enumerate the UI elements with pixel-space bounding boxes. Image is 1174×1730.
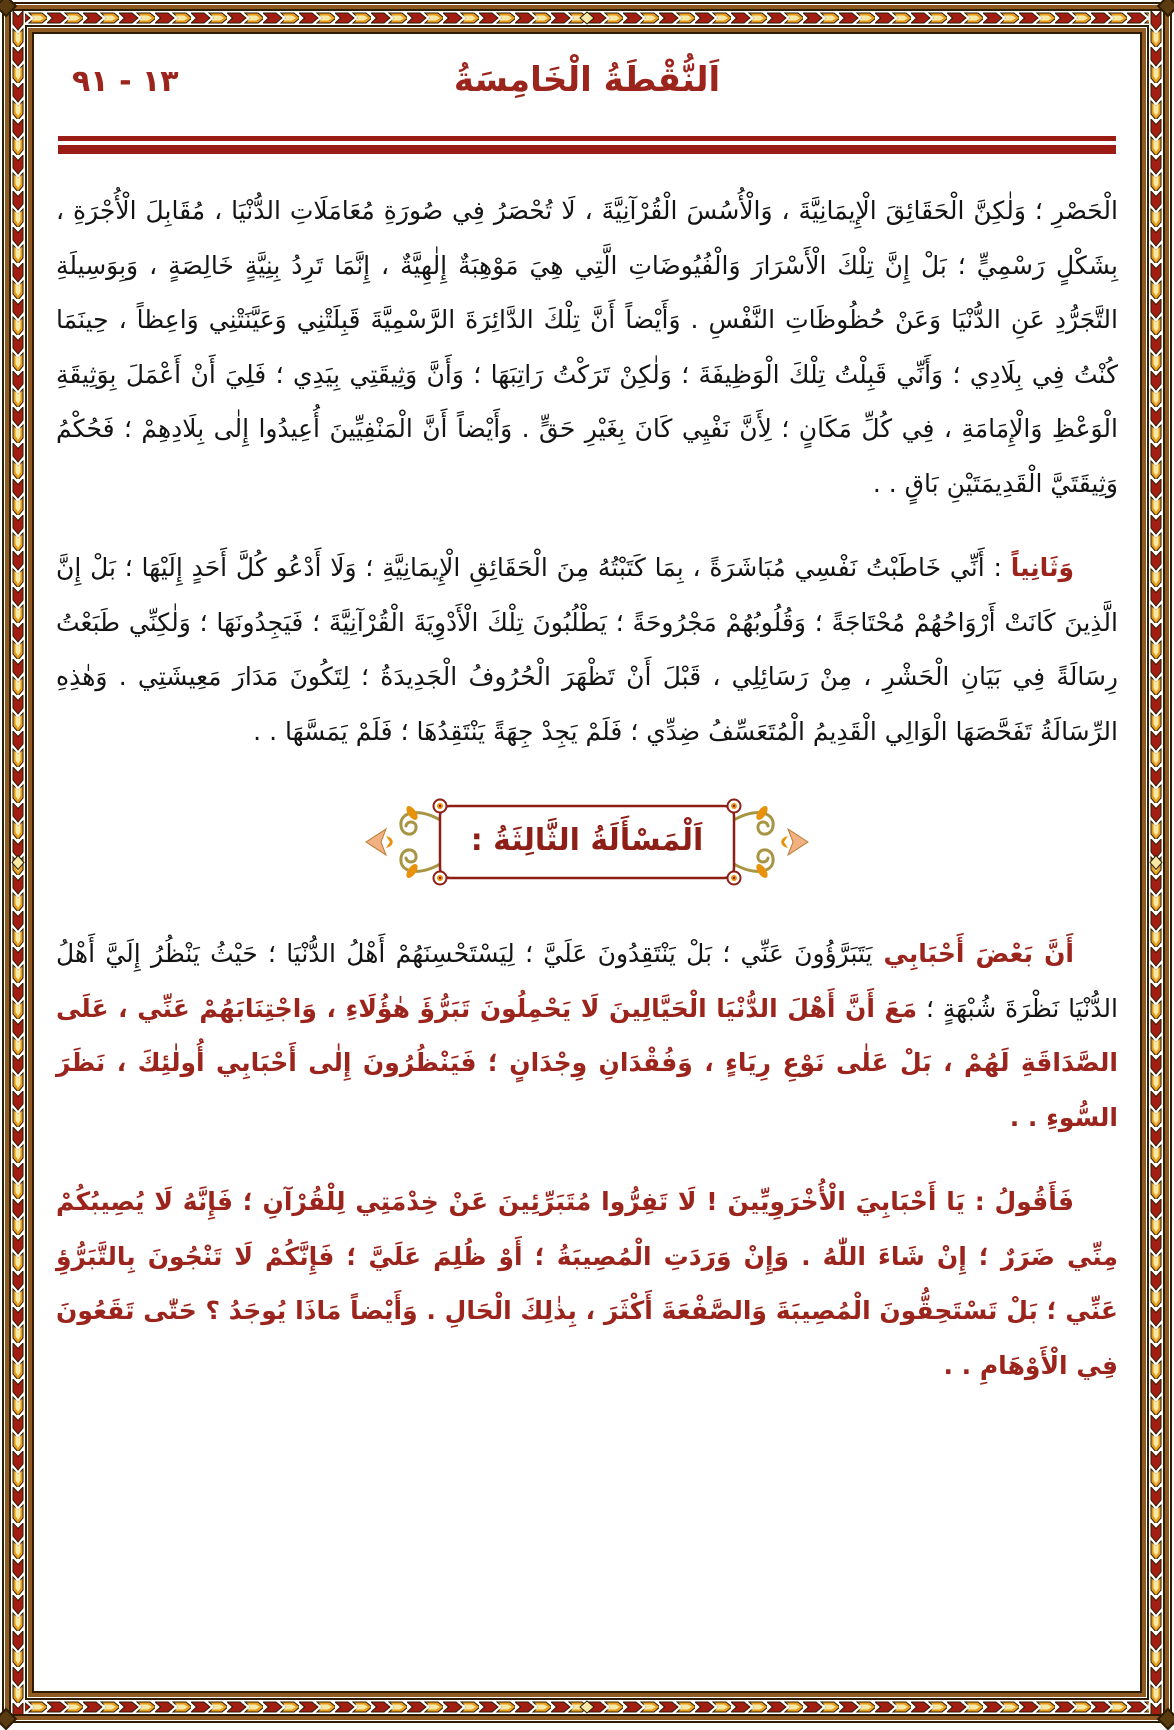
paragraph-2-text: : أَنِّي خَاطَبْتُ نَفْسِي مُبَاشَرَةً ، بِمَا كَتَبْتُهُ مِنَ الْحَقَائِقِ الْإِيمَانِيَّةِ ؛ وَلَا أَدْعُو كُلَّ أَحَدٍ إِلَيْهَا ؛ بَلْ إِنَّ الَّذِينَ كَانَتْ أَرْوَاحُهُمْ مُحْتَاجَةً ؛ وَقُلُوبُهُمْ مَجْرُوحَةً ؛ يَطْلُبُونَ تِلْكَ الْأَدْوِيَةَ الْقُرْآنِيَّةَ ؛ فَيَجِدُونَهَا ؛ وَلٰكِنِّي طَبَعْتُ رِسَالَةً فِي بَيَانِ الْحَشْرِ ، مِنْ رَسَائِلِي ، قَبْلَ أَنْ تَظْهَرَ الْحُرُوفُ الْجَدِيدَةُ ؛ لِتَكُونَ مَدَارَ مَعِيشَتِي . وَهٰذِهِ الرِّسَالَةُ تَفَحَّصَهَا الْوَالِي الْقَدِيمُ الْمُتَعَسِّفُ ضِدِّي ؛ فَلَمْ يَجِدْ جِهَةً يَنْتَقِدُهَا ؛ فَلَمْ يَمَسَّهَا . .	[56, 553, 1118, 746]
section-heading-cartouche	[352, 789, 822, 895]
page-content	[54, 40, 1120, 1683]
paragraph-2-lead: وَثَانِياً	[1010, 553, 1074, 582]
chain-border-top-icon	[11, 11, 1163, 25]
divider-rule-thin	[58, 136, 1116, 141]
paragraph-1: الْحَصْرِ ؛ وَلٰكِنَّ الْحَقَائِقَ الْإِيمَانِيَّةَ ، وَالْأُسُسَ الْقُرْآنِيَّةَ ، لَا تُحْصَرُ فِي صُورَةِ مُعَامَلَاتِ الدُّنْيَا ، مُقَابِلَ الْأُجْرَةِ ، بِشَكْلٍ رَسْمِيٍّ ؛ بَلْ إِنَّ تِلْكَ الْأَسْرَارَ وَالْفُيُوضَاتِ الَّتِي هِيَ مَوْهِبَةٌ إِلٰهِيَّةٌ ، إِنَّمَا تَرِدُ بِنِيَّةٍ خَالِصَةٍ ، وَبِوَسِيلَةِ التَّجَرُّدِ عَنِ الدُّنْيَا وَعَنْ حُظُوظَاتِ النَّفْسِ . وَأَيْضاً أَنَّ تِلْكَ الدَّائِرَةَ الرَّسْمِيَّةَ قَبِلَتْنِي وَعَيَّنَتْنِي وَاعِظاً ، حِينَمَا كُنْتُ فِي بِلَادِي ؛ وَأَنِّي قَبِلْتُ تِلْكَ الْوَظِيفَةَ ؛ وَلٰكِنْ تَرَكْتُ رَاتِبَهَا ؛ وَأَنَّ وَثِيقَتِي بِيَدِي ؛ فَلِيَ أَنْ أَعْمَلَ بِوَثِيقَةِ الْوَعْظِ وَالْإِمَامَةِ ، فِي كُلِّ مَكَانٍ ؛ لِأَنَّ نَفْيِي كَانَ بِغَيْرِ حَقٍّ . وَأَيْضاً أَنَّ الْمَنْفِيِّينَ أُعِيدُوا إِلٰى بِلَادِهِمْ ؛ فَحُكْمُ وَثِيقَتَيَّ الْقَدِيمَتَيْنِ بَاقٍ . .	[56, 196, 1118, 498]
paragraph-3-middle: يَتَبَرَّؤُونَ عَنِّي ؛ بَلْ يَنْتَقِدُونَ عَلَيَّ ؛ لِيَسْتَحْسِنَهُمْ أَهْلُ الدُّنْيَا ؛ حَيْثُ يَنْظُرُ إِلَيَّ أَهْلُ الدُّنْيَا نَظْرَةَ شُبْهَةٍ ؛	[56, 939, 1118, 1023]
paragraph-3-lead: أَنَّ بَعْضَ أَحْبَابِي	[872, 939, 1074, 968]
page-number: ١٣ - ٩١	[72, 64, 179, 99]
chain-border-right-icon	[1149, 11, 1163, 1714]
page-title: اَلنُّقْطَةُ الْخَامِسَةُ	[453, 60, 721, 100]
page-header	[54, 58, 1120, 122]
paragraph-4: فَأَقُولُ : يَا أَحْبَابِيَ الْأُخْرَوِيِّينَ ! لَا تَفِرُّوا مُتَبَرِّئِينَ عَنْ خِدْمَتِي لِلْقُرْآنِ ؛ فَإِنَّهُ لَا يُصِيبُكُمْ مِنِّي ضَرَرٌ ؛ إِنْ شَاءَ اللّٰهُ . وَإِنْ وَرَدَتِ الْمُصِيبَةُ ؛ أَوْ ظُلِمَ عَلَيَّ ؛ فَإِنَّكُمْ لَا تَنْجُونَ بِالتَّبَرُّؤِ عَنِّي ؛ بَلْ تَسْتَحِقُّونَ الْمُصِيبَةَ وَالصَّفْعَةَ أَكْثَرَ ، بِذٰلِكَ الْحَالِ . وَأَيْضاً مَاذَا يُوجَدُ ؟ حَتّٰى تَقَعُونَ فِي الْأَوْهَامِ . .	[56, 1187, 1118, 1380]
chain-border-bottom-icon	[11, 1700, 1163, 1714]
paragraph-3	[56, 927, 1118, 1145]
paragraph-2	[56, 541, 1118, 759]
paragraph-3-tail: مَعَ أَنَّ أَهْلَ الدُّنْيَا الْحَيَّالِينَ لَا يَحْمِلُونَ تَبَرُّؤَ هٰؤُلَاءِ ، وَاجْتِنَابَهُمْ عَنِّي ، عَلَى الصَّدَاقَةِ لَهُمْ ، بَلْ عَلٰى نَوْعِ رِيَاءٍ ، وَفُقْدَانِ وِجْدَانٍ ؛ فَيَنْظُرُونَ إِلٰى أَحْبَابِي أُولٰئِكَ ، نَظَرَ السُّوءِ . .	[56, 993, 1118, 1132]
chain-border-left-icon	[11, 11, 25, 1714]
divider-rule-thick	[58, 145, 1116, 154]
section-heading: اَلْمَسْأَلَةُ الثَّالِثَةُ :	[470, 822, 704, 858]
header-divider	[58, 136, 1116, 154]
